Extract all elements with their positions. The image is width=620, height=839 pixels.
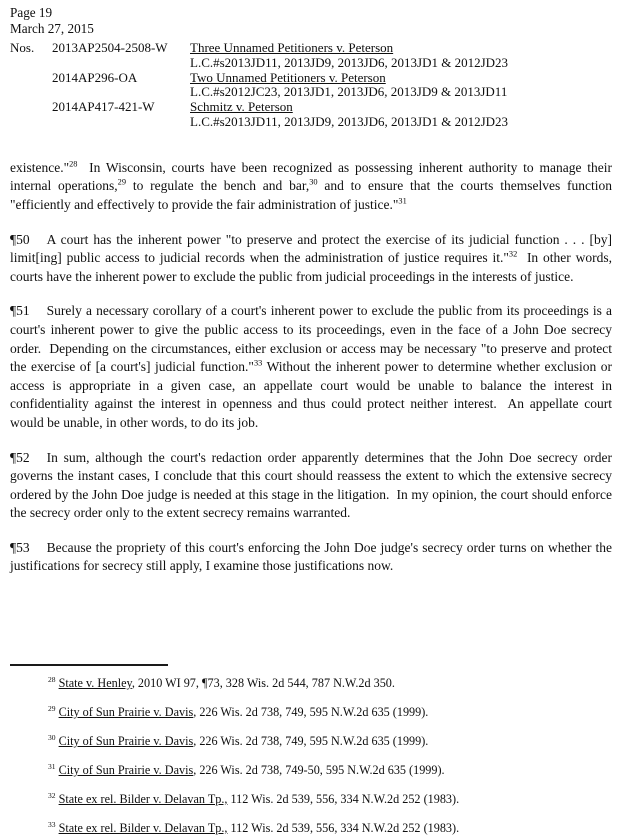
paragraph-number: ¶53 bbox=[10, 539, 30, 555]
case-number: 2014AP417-421-W bbox=[52, 99, 155, 115]
nos-label: Nos. bbox=[10, 40, 35, 55]
case-citation: City of Sun Prairie v. Davis bbox=[58, 705, 194, 719]
footnote-ref: 32 bbox=[508, 249, 518, 259]
case-citation: City of Sun Prairie v. Davis bbox=[58, 763, 194, 777]
footnote-number: 33 bbox=[48, 819, 56, 829]
footnote-number: 30 bbox=[48, 732, 56, 742]
footnote-ref: 33 bbox=[253, 358, 263, 368]
case-name: Three Unnamed Petitioners v. Peterson bbox=[190, 40, 394, 55]
nos-label bbox=[10, 71, 52, 101]
case-lc-numbers: L.C.#s2013JD11, 2013JD9, 2013JD6, 2013JD1 & 2012JD23 bbox=[190, 113, 509, 129]
case-name: Two Unnamed Petitioners v. Peterson bbox=[190, 69, 386, 85]
case-details bbox=[190, 100, 610, 130]
footnote: $^{32}$ State ex rel. Bilder v. Delavan Tp., 112 Wis. 2d 539, 556, 334 N.W.2d 252 (1983). bbox=[48, 790, 460, 806]
paragraph: ¶51 Surely a necessary corollary of a court's inherent power to exclude the public from its proceedings is a court's inherent power to give the public access to its proceedings, even in the face of a John Doe secrecy order. Depending on the circumstances, either exclusion or access may be necessary "to preserve and protect the exercise of [a court's] judicial function."$^{33}$ Without the inherent power to determine whether exclusion or access is appropriate in a given case, an appellate court would be unable to balance the interest in confidentiality against the interest in openness and thus could protect neither interest. An appellate court would be unable, in other words, to do its job. bbox=[10, 303, 612, 430]
case-row bbox=[10, 100, 610, 130]
footnote-number: 32 bbox=[48, 790, 56, 800]
paragraph-number: ¶51 bbox=[10, 303, 30, 319]
paragraph: ¶52 In sum, although the court's redaction order apparently determines that the John Doe secrecy order governs the instant cases, I conclude that this court should reassess the extent to which the extensive secrecy ordered by the John Doe judge is needed at this stage in the litigation. In my opinion, the court should enforce the secrecy order only to the extent secrecy remains warranted. bbox=[10, 449, 612, 521]
nos-label bbox=[10, 100, 52, 130]
case-citation: City of Sun Prairie v. Davis bbox=[58, 734, 194, 748]
case-citation: State v. Henley bbox=[58, 676, 132, 690]
case-name: Schmitz v. Peterson bbox=[190, 99, 293, 115]
footnote-list bbox=[10, 675, 612, 836]
footnote-ref: 31 bbox=[398, 196, 407, 206]
footnote-ref: 28 bbox=[69, 159, 78, 169]
case-citation: State ex rel. Bilder v. Delavan Tp., bbox=[58, 821, 228, 835]
case-number: 2014AP296-OA bbox=[52, 69, 138, 85]
footnote-ref: 30 bbox=[309, 177, 318, 187]
footnote-number: 28 bbox=[48, 674, 56, 684]
footnote: $^{31}$ City of Sun Prairie v. Davis, 226 Wis. 2d 738, 749-50, 595 N.W.2d 635 (1999). bbox=[48, 761, 445, 777]
case-caption-table bbox=[10, 41, 610, 130]
page-number: Page 19 bbox=[10, 5, 53, 20]
case-lc-numbers: L.C.#s2013JD11, 2013JD9, 2013JD6, 2013JD1 & 2012JD23 bbox=[190, 54, 509, 70]
case-citation: State ex rel. Bilder v. Delavan Tp., bbox=[58, 792, 228, 806]
case-number: 2013AP2504-2508-W bbox=[52, 40, 168, 55]
footnote-ref: 29 bbox=[117, 177, 127, 187]
date-line: March 27, 2015 bbox=[10, 21, 94, 36]
paragraph-number: ¶50 bbox=[10, 231, 30, 247]
paragraph: ¶53 Because the propriety of this court's enforcing the John Doe judge's secrecy order turns on whether the justifications for secrecy still apply, I examine those justifications now. bbox=[10, 539, 612, 574]
opinion-body bbox=[10, 159, 612, 576]
paragraph: ¶50 A court has the inherent power "to preserve and protect the exercise of its judicial function . . . [by] limit[ing] public access to judicial records when the administration of justice requires it."$^{32}$ In other words, courts have the inherent power to exclude the public from judicial proceedings in the interests of justice. bbox=[10, 231, 612, 284]
case-row bbox=[10, 71, 610, 101]
footnote: $^{29}$ City of Sun Prairie v. Davis, 226 Wis. 2d 738, 749, 595 N.W.2d 635 (1999). bbox=[48, 703, 429, 719]
case-row bbox=[10, 41, 610, 71]
footnote-separator bbox=[10, 664, 168, 666]
footnote: $^{28}$ State v. Henley, 2010 WI 97, ¶73, 328 Wis. 2d 544, 787 N.W.2d 350. bbox=[48, 674, 395, 690]
paragraph: existence."$^{28}$ In Wisconsin, courts have been recognized as possessing inherent authority to manage their internal operations,$^{29}$ to regulate the bench and bar,$^{30}$ and to ensure that the courts themselves function "efficiently and effectively to provide the fair administration of justice."$^{31}$ bbox=[10, 159, 613, 212]
footnote: $^{33}$ State ex rel. Bilder v. Delavan Tp., 112 Wis. 2d 539, 556, 334 N.W.2d 252 (1983). bbox=[48, 819, 460, 835]
page-header bbox=[0, 0, 620, 130]
paragraph-number: ¶52 bbox=[10, 449, 30, 465]
case-details bbox=[190, 71, 610, 101]
case-details bbox=[190, 41, 610, 71]
footnotes-section bbox=[10, 664, 612, 839]
footnote-number: 31 bbox=[48, 761, 56, 771]
footnote-number: 29 bbox=[48, 703, 56, 713]
case-lc-numbers: L.C.#s2012JC23, 2013JD1, 2013JD6, 2013JD9 & 2013JD11 bbox=[190, 84, 508, 100]
footnote: $^{30}$ City of Sun Prairie v. Davis, 226 Wis. 2d 738, 749, 595 N.W.2d 635 (1999). bbox=[48, 732, 429, 748]
